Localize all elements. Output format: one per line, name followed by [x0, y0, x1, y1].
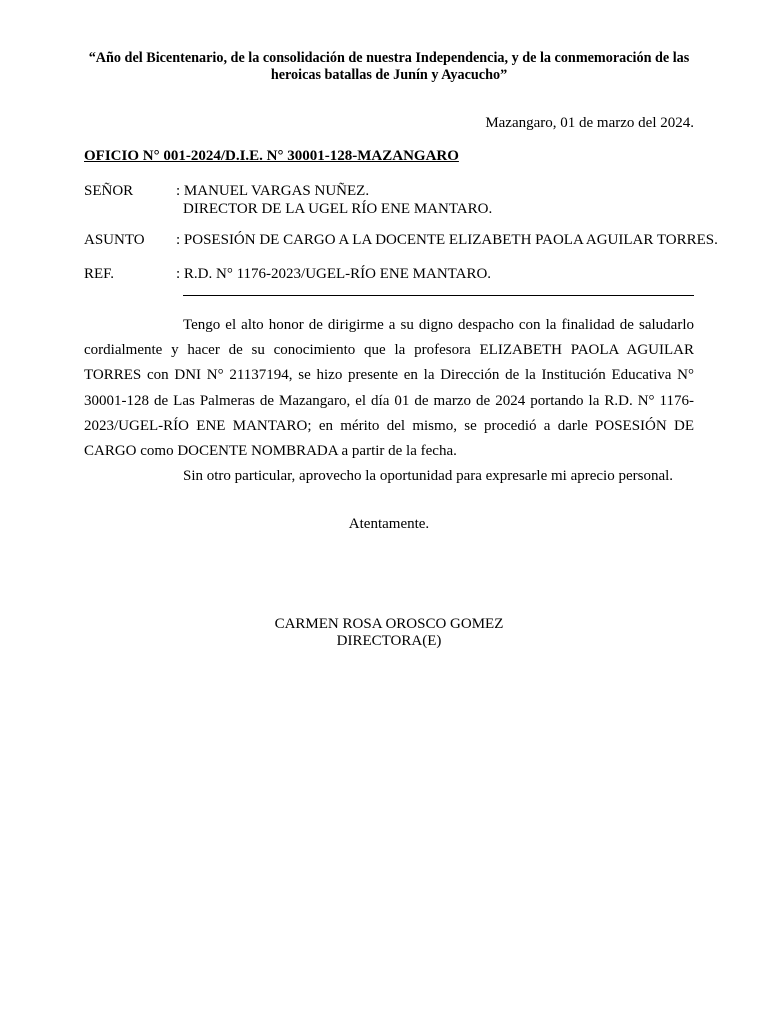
- recipient-label: SEÑOR: [84, 183, 134, 199]
- signature-block: [84, 616, 694, 650]
- letter-body: [84, 313, 694, 489]
- place-and-date: Mazangaro, 01 de marzo del 2024.: [485, 115, 694, 131]
- year-motto-line-1: “Año del Bicentenario, de la consolidación de nuestra Independencia, y de la conmemoración de las: [88, 50, 690, 66]
- year-motto: [84, 50, 694, 84]
- signer-name: CARMEN ROSA OROSCO GOMEZ: [274, 616, 504, 632]
- subject-value: : POSESIÓN DE CARGO A LA DOCENTE ELIZABETH PAOLA AGUILAR TORRES.: [176, 232, 718, 248]
- reference-label: REF.: [84, 266, 115, 282]
- subject-label: ASUNTO: [84, 232, 145, 248]
- separator-line: [183, 295, 694, 296]
- recipient-name: : MANUEL VARGAS NUÑEZ.: [176, 183, 370, 199]
- signer-title: DIRECTORA(E): [336, 633, 442, 649]
- recipient-position: DIRECTOR DE LA UGEL RÍO ENE MANTARO.: [183, 201, 493, 217]
- body-paragraph-1: Tengo el alto honor de dirigirme a su digno despacho con la finalidad de saludarlo cordialmente y hacer de su conocimiento que la profesora ELIZABETH PAOLA AGUILAR TORRES con DNI N° 21137194, se hizo presente en la Dirección de la Institución Educativa N° 30001-128 de Las Palmeras de Mazangaro, el día 01 de marzo de 2024 portando la R.D. N° 1176-2023/UGEL-RÍO ENE MANTARO; en mérito del mismo, se procedió a darle POSESIÓN DE CARGO como DOCENTE NOMBRADA a partir de la fecha.: [84, 317, 694, 460]
- year-motto-line-2: heroicas batallas de Junín y Ayacucho”: [270, 67, 508, 83]
- closing-salutation: Atentamente.: [348, 516, 430, 532]
- body-paragraph-2: Sin otro particular, aprovecho la oportunidad para expresarle mi aprecio personal.: [183, 468, 674, 485]
- oficio-number: OFICIO N° 001-2024/D.I.E. N° 30001-128-MAZANGARO: [84, 148, 459, 164]
- reference-value: : R.D. N° 1176-2023/UGEL-RÍO ENE MANTARO.: [176, 266, 492, 282]
